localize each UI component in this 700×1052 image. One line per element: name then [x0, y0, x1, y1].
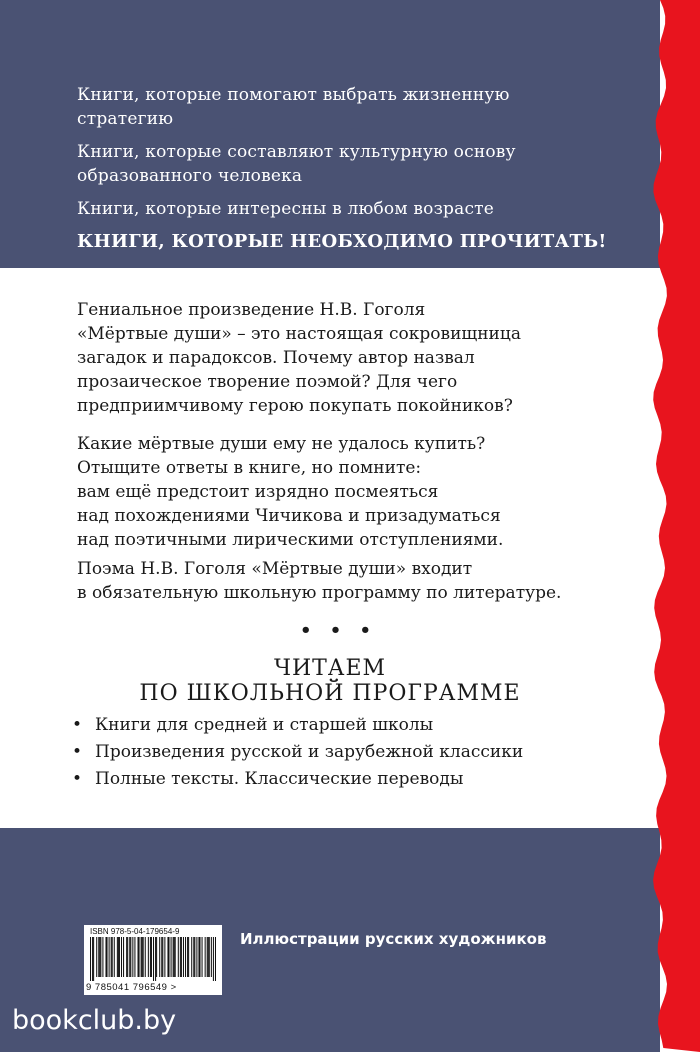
description-line: над поэтичными лирическими отступлениями. [77, 530, 504, 550]
barcode-bar [161, 937, 162, 977]
series-features-list [70, 712, 523, 793]
barcode-bar [109, 937, 110, 977]
barcode-bar [196, 937, 197, 977]
series-title-line-1: ЧИТАЕМ [273, 656, 387, 681]
slogan: КНИГИ, КОТОРЫЕ НЕОБХОДИМО ПРОЧИТАТЬ! [77, 231, 607, 252]
list-item-text: Произведения русской и зарубежной классики [95, 742, 524, 762]
top-panel [0, 0, 660, 268]
top-line-5: Книги, которые интересны в любом возрасте [77, 199, 495, 219]
barcode-bar [126, 937, 127, 977]
description-line: Гениальное произведение Н.В. Гоголя [77, 300, 426, 320]
barcode-bar [130, 937, 131, 977]
barcode-bar [202, 937, 203, 977]
barcode-bar [150, 937, 151, 977]
barcode-bar [213, 937, 214, 981]
barcode-bar [107, 937, 108, 977]
barcode-bar [207, 937, 208, 977]
barcode-bar [123, 937, 124, 977]
barcode-bar [148, 937, 149, 977]
barcode-bar [205, 937, 206, 977]
barcode-bar [121, 937, 122, 977]
barcode-bar [188, 937, 189, 977]
barcode-bar [199, 937, 200, 977]
bullet-icon: • [72, 742, 83, 762]
list-item-text: Книги для средней и старшей школы [95, 715, 434, 735]
top-line-1: Книги, которые помогают выбрать жизненную [77, 85, 510, 105]
barcode-bar [180, 937, 181, 977]
barcode-bar [173, 937, 174, 977]
barcode-bar [181, 937, 182, 977]
top-line-4: образованного человека [77, 166, 303, 186]
barcode-bar [171, 937, 172, 977]
red-wavy-edge-icon [640, 0, 700, 1052]
description-paragraph-1 [77, 298, 521, 418]
list-item [70, 712, 523, 739]
barcode-bar [92, 937, 93, 981]
barcode-bar [99, 937, 100, 977]
barcode-bar [141, 937, 142, 977]
barcode-bar [119, 937, 120, 977]
barcode-bar [193, 937, 194, 977]
barcode-bar [215, 937, 216, 981]
barcode-bar [105, 937, 106, 977]
barcode-bar [93, 937, 94, 981]
barcode-bar [209, 937, 210, 977]
barcode-bar [129, 937, 130, 977]
barcode-bar [112, 937, 113, 977]
barcode-bar [156, 937, 157, 977]
barcode-bar [100, 937, 101, 977]
list-item [70, 739, 523, 766]
barcode-bar [211, 937, 212, 977]
barcode-bar [114, 937, 115, 977]
barcode [84, 925, 222, 995]
top-line-2: стратегию [77, 109, 174, 129]
description-line: Отыщите ответы в книге, но помните: [77, 458, 422, 478]
barcode-bar [117, 937, 118, 977]
bullet-icon: • [72, 769, 83, 789]
barcode-bar [134, 937, 135, 977]
bullet-icon: • [72, 715, 83, 735]
barcode-bar [187, 937, 188, 977]
barcode-bar [175, 937, 176, 977]
barcode-bar [151, 937, 152, 977]
description-line: Поэма Н.В. Гоголя «Мёртвые души» входит [77, 559, 473, 579]
barcode-bar [127, 937, 128, 977]
barcode-bar [208, 937, 209, 977]
barcode-bar [98, 937, 99, 977]
barcode-bar [143, 937, 144, 977]
description-line: в обязательную школьную программу по литературе. [77, 583, 562, 603]
barcode-bar [178, 937, 179, 977]
description-line: «Мёртвые души» – это настоящая сокровищница [77, 324, 521, 344]
barcode-bar [194, 937, 195, 977]
barcode-bar [111, 937, 112, 977]
barcode-bar [145, 937, 146, 977]
description-line: предприимчивому герою покупать покойников? [77, 396, 513, 416]
barcode-bar [198, 937, 199, 977]
barcode-bar [174, 937, 175, 977]
barcode-bar [90, 937, 91, 981]
list-item [70, 766, 523, 793]
barcode-bar [132, 937, 133, 977]
barcode-bar [138, 937, 139, 977]
barcode-number: 9 785041 796549 > [86, 982, 177, 993]
barcode-bar [118, 937, 119, 977]
top-line-3: Книги, которые составляют культурную основу [77, 142, 516, 162]
barcode-bar [159, 937, 160, 977]
description-paragraph-3 [77, 557, 561, 605]
series-title-line-2: ПО ШКОЛЬНОЙ ПРОГРАММЕ [139, 681, 521, 706]
barcode-bar [185, 937, 186, 977]
separator-dots: • • • [300, 620, 378, 641]
barcode-bar [142, 937, 143, 977]
list-item-text: Полные тексты. Классические переводы [95, 769, 464, 789]
description-line: над похождениями Чичикова и призадуматься [77, 506, 501, 526]
barcode-bar [183, 937, 184, 977]
description-line: загадок и парадоксов. Почему автор назвал [77, 348, 475, 368]
description-line: прозаическое творение поэмой? Для чего [77, 372, 458, 392]
illustrations-note: Иллюстрации русских художников [240, 930, 547, 948]
barcode-bar [162, 937, 163, 977]
barcode-bar [164, 937, 165, 977]
barcode-bar [96, 937, 97, 977]
barcode-bar [168, 937, 169, 977]
barcode-bar [153, 937, 154, 981]
barcode-bar [167, 937, 168, 977]
isbn-label: ISBN 978-5-04-179654-9 [90, 927, 180, 936]
watermark: bookclub.by [12, 1005, 177, 1036]
description-line: вам ещё предстоит изрядно посмеяться [77, 482, 439, 502]
barcode-bar [139, 937, 140, 977]
description-line: Какие мёртвые души ему не удалось купить? [77, 434, 486, 454]
barcode-bar [155, 937, 156, 981]
barcode-bar [191, 937, 192, 977]
barcode-bars-icon [90, 937, 216, 981]
barcode-bar [102, 937, 103, 977]
description-paragraph-2 [77, 432, 503, 552]
